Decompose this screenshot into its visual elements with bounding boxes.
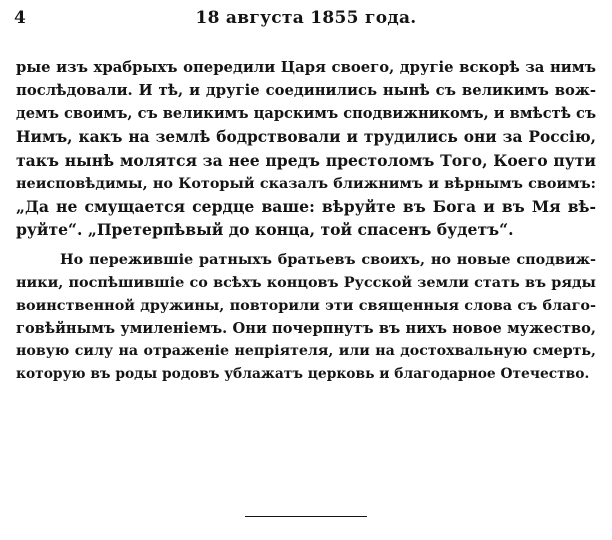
text-line: которую въ роды родовъ ублажатъ церковь и благодарное Отечество. (16, 366, 590, 383)
text-line: руйте“. „Претерпѣвый до конца, той спасенъ будетъ“. (16, 220, 514, 240)
text-line: рые изъ храбрыхъ опередили Царя своего, другіе вскорѣ за нимъ (16, 59, 596, 76)
text-line: „Да не смущается сердце ваше: вѣруйте въ Бога и въ Мя вѣ- (16, 197, 596, 217)
text-line: такъ нынѣ молятся за нее предъ престоломъ Того, Коего пути (16, 150, 596, 170)
text-line: воинственной дружины, повторили эти священныя слова съ благо- (16, 296, 596, 314)
section-divider-rule (245, 516, 367, 517)
text-line: Нимъ, какъ на землѣ бодрствовали и трудились они за Россію, (16, 127, 596, 146)
text-line: Но пережившіе ратныхъ братьевъ своихъ, но новые сподвиж- (60, 250, 596, 268)
text-line: говѣйнымъ умиленіемъ. Они почерпнутъ въ нихъ новое мужество, (16, 320, 596, 338)
text-line: послѣдовали. И тѣ, и другіе соединились нынѣ съ великимъ вож- (16, 82, 596, 100)
page-number: 4 (14, 8, 26, 28)
paragraph (16, 248, 596, 387)
text-line: ники, поспѣшившіе со всѣхъ концовъ Русской земли стать въ ряды (16, 273, 596, 291)
text-line: неисповѣдимы, но Который сказалъ ближнимъ и вѣрнымъ своимъ: (16, 174, 596, 192)
running-title: 18 августа 1855 года. (195, 8, 417, 28)
body-text (16, 56, 596, 387)
paragraph (16, 56, 596, 242)
page-header (0, 8, 612, 32)
text-line: новую силу на отраженіе непріятеля, или на достохвальную смерть, (16, 343, 596, 360)
text-line: демъ своимъ, съ великимъ царскимъ сподвижникомъ, и вмѣстѣ съ (16, 105, 596, 123)
